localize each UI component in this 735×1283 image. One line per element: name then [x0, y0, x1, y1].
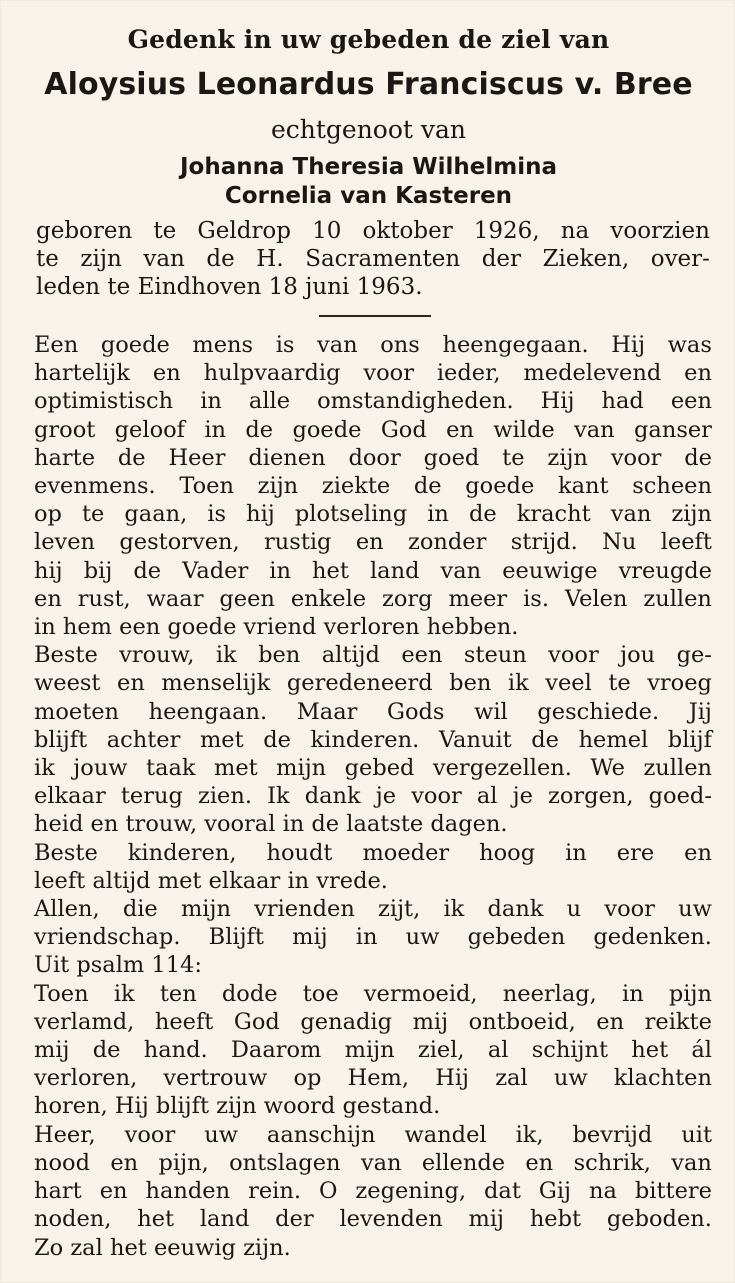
memorial-text-line: elkaar terug zien. Ik dank je voor al je zorgen, goed- — [34, 783, 712, 810]
memorial-text-line: Een goede mens is van ons heengegaan. Hij was — [34, 332, 712, 358]
memorial-text-line: hij bij de Vader in het land van eeuwige vreugde — [34, 557, 712, 584]
memorial-text-line: optimistisch in alle omstandigheden. Hij had een — [34, 388, 712, 415]
memorial-text-line: op te gaan, is hij plotseling in de kracht van zijn — [34, 501, 712, 528]
birth-death-line: geboren te Geldrop 10 oktober 1926, na voorzien — [36, 218, 710, 244]
memorial-text-line: weest en menselijk geredeneerd ben ik veel te vroeg — [34, 670, 712, 697]
spouse-of-label: echtgenoot van — [270, 115, 467, 144]
memorial-text-line: leeft altijd met elkaar in vrede. — [34, 867, 388, 894]
birth-death-paragraph — [36, 217, 710, 301]
spouse-name-line: Cornelia van Kasteren — [224, 183, 513, 209]
memorial-text-line: nood en pijn, ontslagen van ellende en schrik, van — [34, 1149, 712, 1176]
spouse-name-line: Johanna Theresia Wilhelmina — [180, 154, 557, 180]
memorial-text-line: mij de hand. Daarom mijn ziel, al schijnt het ál — [34, 1037, 712, 1064]
memorial-text-line: Allen, die mijn vrienden zijt, ik dank u voor uw — [34, 896, 712, 923]
memorial-text-line: verloren, vertrouw op Hem, Hij zal uw klachten — [34, 1065, 712, 1092]
memorial-text-line: hart en handen rein. O zegening, dat Gij na bittere — [34, 1178, 712, 1205]
memorial-text-line: Uit psalm 114: — [34, 952, 202, 979]
memorial-text-line: in hem een goede vriend verloren hebben. — [34, 614, 519, 641]
divider — [319, 315, 431, 317]
memorial-text-line: Beste vrouw, ik ben altijd een steun voor jou ge- — [34, 642, 712, 669]
memorial-text-line: blijft achter met de kinderen. Vanuit de hemel blijf — [34, 726, 712, 753]
memorial-text-line: groot geloof in de goede God en wilde van ganser — [34, 416, 712, 443]
memorial-text-line: Heer, voor uw aanschijn wandel ik, bevrijd uit — [34, 1121, 712, 1148]
memorial-text-line: hartelijk en hulpvaardig voor ieder, medelevend en — [34, 360, 712, 387]
memorial-text — [34, 331, 712, 1262]
memorial-text-line: harte de Heer dienen door goed te zijn voor de — [34, 444, 712, 471]
memorial-text-line: vriendschap. Blijft mij in uw gebeden gedenken. — [34, 924, 712, 951]
memorial-text-line: en rust, waar geen enkele zorg meer is. Velen zullen — [34, 585, 712, 612]
memorial-text-line: Zo zal het eeuwig zijn. — [34, 1234, 291, 1261]
birth-death-line: te zijn van de H. Sacramenten der Zieken, over- — [36, 246, 710, 272]
memorial-text-line: noden, het land der levenden mij hebt geboden. — [34, 1206, 712, 1233]
memorial-text-line: evenmens. Toen zijn ziekte de goede kant scheen — [34, 473, 712, 500]
memorial-text-line: Beste kinderen, houdt moeder hoog in ere en — [34, 839, 712, 866]
memorial-text-line: leven gestorven, rustig en zonder strijd. Nu leeft — [34, 529, 712, 556]
memorial-text-line: Toen ik ten dode toe vermoeid, neerlag, in pijn — [34, 980, 712, 1007]
deceased-name: Aloysius Leonardus Franciscus v. Bree — [44, 67, 693, 102]
memorial-text-line: moeten heengaan. Maar Gods wil geschiede. Jij — [34, 698, 712, 725]
intro-text: Gedenk in uw gebeden de ziel van — [127, 25, 610, 54]
memorial-text-line: heid en trouw, vooral in de laatste dagen. — [34, 811, 508, 838]
birth-death-line: leden te Eindhoven 18 juni 1963. — [36, 274, 423, 300]
memorial-text-line: horen, Hij blijft zijn woord gestand. — [34, 1093, 441, 1120]
memorial-text-line: ik jouw taak met mijn gebed vergezellen. We zullen — [34, 755, 712, 782]
memorial-text-line: verlamd, heeft God genadig mij ontboeid, en reikte — [34, 1008, 712, 1035]
